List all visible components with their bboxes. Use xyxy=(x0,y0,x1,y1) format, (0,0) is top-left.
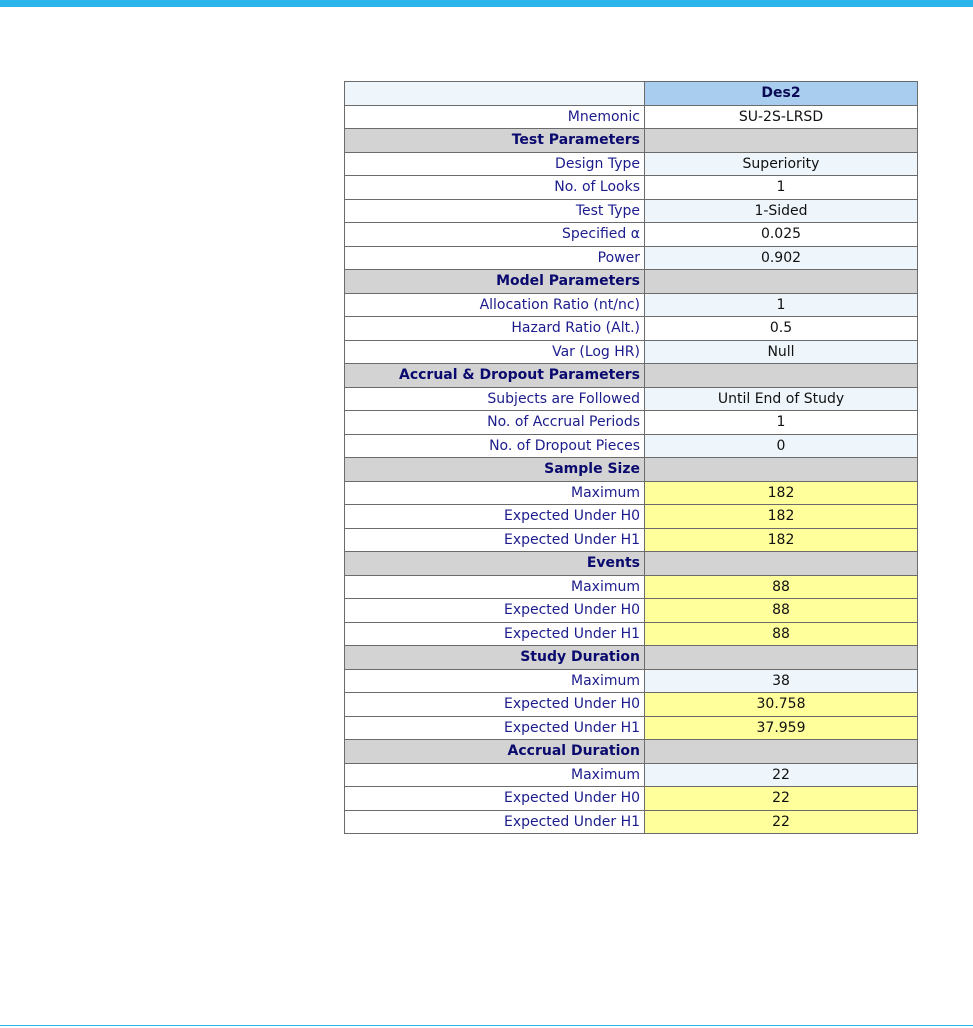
row-label: Maximum xyxy=(345,763,645,787)
section-label: Accrual & Dropout Parameters xyxy=(345,364,645,388)
row-value: 22 xyxy=(645,810,918,834)
row-label: No. of Looks xyxy=(345,176,645,200)
row-hazard-ratio xyxy=(345,317,918,341)
section-value-cell xyxy=(645,552,918,576)
row-label: Var (Log HR) xyxy=(345,340,645,364)
row-value: 1 xyxy=(645,411,918,435)
row-label: Allocation Ratio (nt/nc) xyxy=(345,293,645,317)
section-label: Study Duration xyxy=(345,646,645,670)
row-events-maximum xyxy=(345,575,918,599)
row-label: Hazard Ratio (Alt.) xyxy=(345,317,645,341)
row-value: 182 xyxy=(645,481,918,505)
row-label: Subjects are Followed xyxy=(345,387,645,411)
row-value: 182 xyxy=(645,528,918,552)
row-label: Expected Under H1 xyxy=(345,810,645,834)
row-sample-size-maximum xyxy=(345,481,918,505)
section-label: Accrual Duration xyxy=(345,740,645,764)
row-subjects-followed xyxy=(345,387,918,411)
row-value: 30.758 xyxy=(645,693,918,717)
row-value: 182 xyxy=(645,505,918,529)
row-value: 88 xyxy=(645,575,918,599)
row-events-expected-h0 xyxy=(345,599,918,623)
design-summary-table xyxy=(344,81,918,834)
summary-table-body xyxy=(345,82,918,834)
row-label: No. of Dropout Pieces xyxy=(345,434,645,458)
row-label: Expected Under H0 xyxy=(345,787,645,811)
row-value: 88 xyxy=(645,599,918,623)
row-label: Expected Under H0 xyxy=(345,693,645,717)
section-value-cell xyxy=(645,270,918,294)
row-accrual-duration-expected-h1 xyxy=(345,810,918,834)
row-label: Specified α xyxy=(345,223,645,247)
row-events-expected-h1 xyxy=(345,622,918,646)
row-value: 0.025 xyxy=(645,223,918,247)
row-value: 22 xyxy=(645,787,918,811)
row-test-type xyxy=(345,199,918,223)
row-value: 1 xyxy=(645,293,918,317)
row-label: Expected Under H1 xyxy=(345,622,645,646)
row-mnemonic xyxy=(345,105,918,129)
row-value: 0.5 xyxy=(645,317,918,341)
row-value: 37.959 xyxy=(645,716,918,740)
section-label: Test Parameters xyxy=(345,129,645,153)
section-test-parameters xyxy=(345,129,918,153)
row-value: 22 xyxy=(645,763,918,787)
row-value: 88 xyxy=(645,622,918,646)
row-no-of-looks xyxy=(345,176,918,200)
row-dropout-pieces xyxy=(345,434,918,458)
row-value: 1 xyxy=(645,176,918,200)
header-corner-cell xyxy=(345,82,645,106)
row-label: No. of Accrual Periods xyxy=(345,411,645,435)
row-sample-size-expected-h1 xyxy=(345,528,918,552)
section-value-cell xyxy=(645,740,918,764)
row-accrual-duration-maximum xyxy=(345,763,918,787)
row-label: Maximum xyxy=(345,481,645,505)
row-study-duration-maximum xyxy=(345,669,918,693)
row-label: Expected Under H0 xyxy=(345,505,645,529)
row-design-type xyxy=(345,152,918,176)
section-accrual-duration xyxy=(345,740,918,764)
row-value: Until End of Study xyxy=(645,387,918,411)
top-accent-bar xyxy=(0,0,973,7)
row-sample-size-expected-h0 xyxy=(345,505,918,529)
row-value: 0.902 xyxy=(645,246,918,270)
row-study-duration-expected-h0 xyxy=(345,693,918,717)
table-header-row xyxy=(345,82,918,106)
design-column-header[interactable]: Des2 xyxy=(645,82,918,106)
row-specified-alpha xyxy=(345,223,918,247)
section-value-cell xyxy=(645,458,918,482)
row-label: Expected Under H0 xyxy=(345,599,645,623)
section-events xyxy=(345,552,918,576)
row-accrual-periods xyxy=(345,411,918,435)
section-value-cell xyxy=(645,364,918,388)
row-allocation-ratio xyxy=(345,293,918,317)
row-study-duration-expected-h1 xyxy=(345,716,918,740)
section-value-cell xyxy=(645,646,918,670)
row-value: Null xyxy=(645,340,918,364)
row-label: Maximum xyxy=(345,669,645,693)
row-value: Superiority xyxy=(645,152,918,176)
section-label: Sample Size xyxy=(345,458,645,482)
section-accrual-dropout-parameters xyxy=(345,364,918,388)
section-sample-size xyxy=(345,458,918,482)
row-value: SU-2S-LRSD xyxy=(645,105,918,129)
row-value: 1-Sided xyxy=(645,199,918,223)
bottom-accent-line xyxy=(0,1025,973,1026)
row-label: Maximum xyxy=(345,575,645,599)
row-label: Design Type xyxy=(345,152,645,176)
row-var-log-hr xyxy=(345,340,918,364)
row-label: Mnemonic xyxy=(345,105,645,129)
section-label: Model Parameters xyxy=(345,270,645,294)
section-model-parameters xyxy=(345,270,918,294)
row-value: 38 xyxy=(645,669,918,693)
row-accrual-duration-expected-h0 xyxy=(345,787,918,811)
row-label: Test Type xyxy=(345,199,645,223)
row-label: Power xyxy=(345,246,645,270)
row-label: Expected Under H1 xyxy=(345,528,645,552)
section-label: Events xyxy=(345,552,645,576)
row-power xyxy=(345,246,918,270)
section-study-duration xyxy=(345,646,918,670)
row-value: 0 xyxy=(645,434,918,458)
section-value-cell xyxy=(645,129,918,153)
row-label: Expected Under H1 xyxy=(345,716,645,740)
